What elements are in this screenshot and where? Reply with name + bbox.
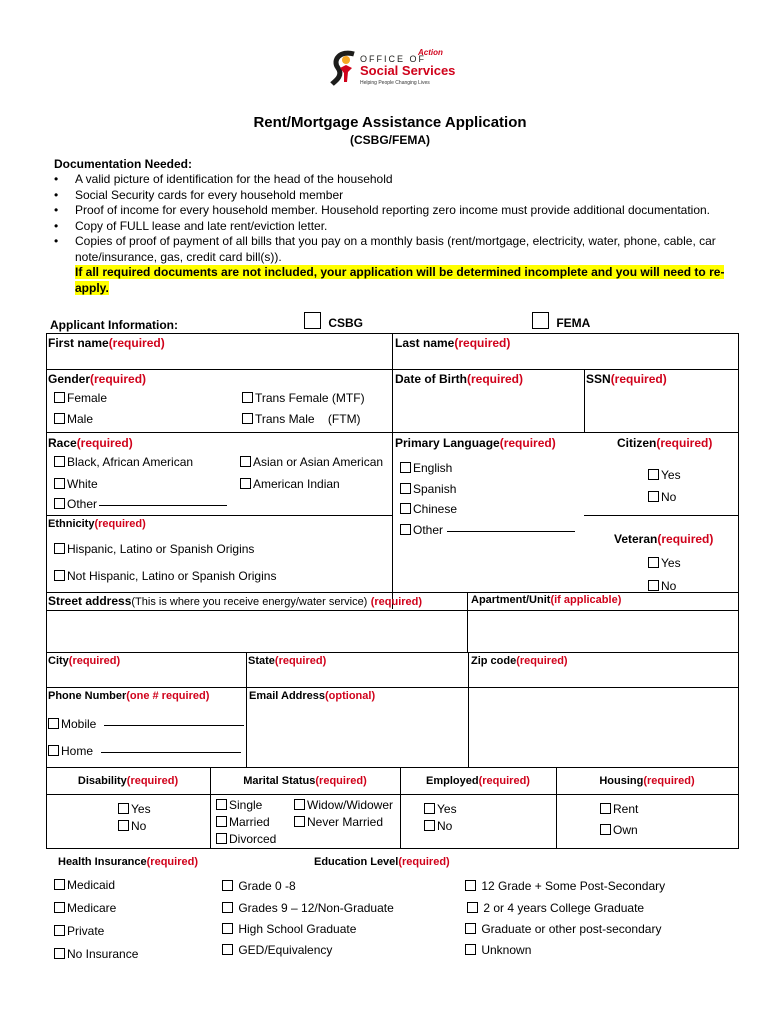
checkbox[interactable] [400,503,411,514]
ssn-field[interactable] [586,372,667,386]
checkbox[interactable] [240,456,251,467]
checkbox[interactable] [400,524,411,535]
fema-option[interactable] [532,312,590,330]
education-option-grade-0-8[interactable]: Grade 0 -8 [222,878,296,895]
logo-badge: Action [418,48,443,57]
last-name-field[interactable] [395,336,510,350]
checkbox[interactable] [118,803,129,814]
required-tag: (required) [315,775,367,787]
marital-label: Marital Status(required) [243,775,367,787]
checkbox[interactable] [648,469,659,480]
apartment-note: (if applicable) [550,594,622,606]
required-tag: (required) [90,372,147,386]
fema-checkbox[interactable] [532,312,549,329]
email-note: (optional) [325,690,376,702]
checkbox[interactable] [600,824,611,835]
required-tag: (required) [76,436,133,450]
disability-option-no[interactable]: No [118,818,146,835]
required-tag: (required) [610,372,667,386]
checkbox[interactable] [222,923,233,934]
checkbox[interactable] [242,392,253,403]
checkbox[interactable] [600,803,611,814]
checkbox[interactable] [467,902,478,913]
logo-line2: Social Services [360,63,456,78]
street-address-note: (This is where you receive energy/water service) [131,596,368,608]
checkbox[interactable] [54,478,65,489]
street-address-label: Street address [48,594,132,608]
list-item: • Copy of FULL lease and late rent/eviction letter. [54,219,764,235]
gender-option-female[interactable]: Female [54,390,107,407]
checkbox[interactable] [118,820,129,831]
required-tag: (required) [398,856,450,868]
required-tag: (required) [126,775,179,787]
checkbox[interactable] [294,799,305,810]
checkbox[interactable] [465,944,476,955]
checkbox[interactable] [54,879,65,890]
education-option-ged[interactable]: GED/Equivalency [222,942,332,959]
docs-list [54,172,764,265]
first-name-field[interactable] [48,336,165,350]
checkbox[interactable] [424,803,435,814]
ethnicity-option-hispanic[interactable]: Hispanic, Latino or Spanish Origins [54,541,254,558]
race-option-asian[interactable]: Asian or Asian American [240,454,383,471]
veteran-label: Veteran(required) [614,532,714,546]
street-address-field[interactable] [48,594,422,608]
home-number-input[interactable] [101,752,241,753]
housing-option-own[interactable]: Own [600,822,638,839]
health-insurance-label: Health Insurance(required) [58,856,198,868]
language-option-spanish[interactable]: Spanish [400,481,456,498]
checkbox[interactable] [424,820,435,831]
marital-option-widow[interactable]: Widow/Widower [294,797,393,814]
apartment-label: Apartment/Unit [471,594,551,606]
education-option-high-school[interactable]: High School Graduate [222,921,356,938]
required-tag: (required) [656,436,713,450]
logo-line1: OFFICE OF [360,54,426,64]
language-other-input[interactable] [447,531,575,532]
checkbox[interactable] [294,816,305,827]
required-tag: (required) [94,518,146,530]
checkbox[interactable] [48,718,59,729]
city-label: City [48,655,69,667]
checkbox[interactable] [222,880,233,891]
required-tag: (required) [146,856,198,868]
zip-label: Zip code [471,655,517,667]
checkbox[interactable] [54,456,65,467]
race-option-black[interactable]: Black, African American [54,454,193,471]
required-tag: (required) [478,775,530,787]
marital-option-never-married[interactable]: Never Married [294,814,383,831]
required-tag: (required) [499,436,556,450]
email-field[interactable] [249,690,375,702]
gender-option-trans-male[interactable]: Trans Male (FTM) [242,411,361,428]
csbg-label: CSBG [328,316,364,330]
employed-option-yes[interactable]: Yes [424,801,457,818]
phone-note: (one # required) [126,690,210,702]
required-tag: (required) [454,336,511,350]
health-option-medicaid[interactable]: Medicaid [54,877,115,894]
checkbox[interactable] [465,923,476,934]
fema-label: FEMA [556,316,591,330]
mobile-number-input[interactable] [104,725,244,726]
last-name-label: Last name [395,336,455,350]
checkbox[interactable] [648,557,659,568]
language-label: Primary Language(required) [395,436,556,450]
education-option-unknown[interactable]: Unknown [465,942,531,959]
housing-label: Housing(required) [599,775,695,787]
health-option-no-insurance[interactable]: No Insurance [54,946,138,963]
citizen-option-no[interactable]: No [648,489,676,506]
warning-text: If all required documents are not included, your application will be determined incomplete and you will need to re-apply. [75,265,725,295]
checkbox[interactable] [240,478,251,489]
checkbox[interactable] [648,580,659,591]
language-option-chinese[interactable]: Chinese [400,501,457,518]
list-item: • Social Security cards for every household member [54,188,764,204]
apartment-field[interactable] [471,594,621,606]
required-tag: (required) [370,596,423,608]
marital-option-divorced[interactable]: Divorced [216,831,276,848]
dob-label: Date of Birth [395,372,467,386]
disability-option-yes[interactable]: Yes [118,801,151,818]
phone-label: Phone Number(one # required) [48,690,210,702]
required-tag: (required) [643,775,695,787]
page-subtitle: (CSBG/FEMA) [350,133,430,147]
checkbox[interactable] [222,902,233,913]
gender-option-trans-female[interactable]: Trans Female (MTF) [242,390,365,407]
education-option-graduate[interactable]: Graduate or other post-secondary [465,921,661,938]
phone-option-mobile[interactable]: Mobile [48,716,244,733]
checkbox[interactable] [242,413,253,424]
checkbox[interactable] [648,491,659,502]
city-field[interactable] [48,655,120,667]
marital-option-married[interactable]: Married [216,814,270,831]
logo [330,46,460,92]
checkbox[interactable] [400,483,411,494]
employed-label: Employed(required) [426,775,530,787]
health-option-medicare[interactable]: Medicare [54,900,116,917]
checkbox[interactable] [216,799,227,810]
logo-emblem-icon [330,48,360,88]
zip-field[interactable] [471,655,568,667]
phone-option-home[interactable]: Home [48,743,241,760]
disability-label: Disability(required) [77,775,179,787]
race-other-input[interactable] [99,505,227,506]
first-name-label: First name [48,336,109,350]
checkbox[interactable] [54,498,65,509]
race-label: Race(required) [48,436,133,450]
state-field[interactable] [248,655,326,667]
email-label: Email Address [249,690,326,702]
education-option-post-secondary[interactable]: 12 Grade + Some Post-Secondary [465,878,665,895]
checkbox[interactable] [222,944,233,955]
employed-option-no[interactable]: No [424,818,452,835]
docs-heading: Documentation Needed: [54,157,193,171]
ethnicity-option-not-hispanic[interactable]: Not Hispanic, Latino or Spanish Origins [54,568,276,585]
ssn-label: SSN [586,372,611,386]
education-label: Education Level(required) [314,856,450,868]
checkbox[interactable] [400,462,411,473]
state-label: State [248,655,275,667]
checkbox[interactable] [54,570,65,581]
dob-field[interactable] [395,372,523,386]
race-option-white[interactable]: White [54,476,98,493]
education-option-college-graduate[interactable]: 2 or 4 years College Graduate [467,900,644,917]
required-tag: (required) [516,655,568,667]
list-item: • A valid picture of identification for the head of the household [54,172,764,188]
education-option-grades-9-12[interactable]: Grades 9 – 12/Non-Graduate [222,900,394,917]
checkbox[interactable] [216,833,227,844]
checkbox[interactable] [54,948,65,959]
checkbox[interactable] [48,745,59,756]
csbg-option[interactable] [304,312,363,330]
required-tag: (required) [108,336,165,350]
gender-option-male[interactable]: Male [54,411,93,428]
housing-option-rent[interactable]: Rent [600,801,638,818]
race-option-other[interactable]: Other [54,496,227,513]
race-option-american-indian[interactable]: American Indian [240,476,340,493]
checkbox[interactable] [54,543,65,554]
checkbox[interactable] [465,880,476,891]
checkbox[interactable] [216,816,227,827]
page-title: Rent/Mortgage Assistance Application [253,114,527,131]
applicant-info-label: Applicant Information: [50,318,178,332]
logo-tagline: Helping People Changing Lives [360,80,430,86]
health-option-private[interactable]: Private [54,923,104,940]
checkbox[interactable] [54,925,65,936]
ethnicity-label: Ethnicity(required) [48,518,146,530]
checkbox[interactable] [54,392,65,403]
gender-label: Gender(required) [48,372,147,386]
list-item: • Proof of income for every household member. Household reporting zero income must provide additional documentation. [54,203,764,219]
required-tag: (required) [68,655,121,667]
required-tag: (required) [274,655,327,667]
list-item: • Copies of proof of payment of all bills that you pay on a monthly basis (rent/mortgage, electricity, water, phone, cable, car note/insurance, gas, credit card bill(s)). [54,234,764,265]
citizen-option-yes[interactable]: Yes [648,467,681,484]
language-option-english[interactable]: English [400,460,452,477]
required-tag: (required) [467,372,524,386]
docs-warning [75,265,755,296]
veteran-option-yes[interactable]: Yes [648,555,681,572]
marital-option-single[interactable]: Single [216,797,262,814]
csbg-checkbox[interactable] [304,312,321,329]
veteran-option-no[interactable]: No [648,578,676,595]
checkbox[interactable] [54,413,65,424]
checkbox[interactable] [54,902,65,913]
required-tag: (required) [657,532,714,546]
citizen-label: Citizen(required) [617,436,713,450]
language-option-other[interactable]: Other [400,522,575,539]
